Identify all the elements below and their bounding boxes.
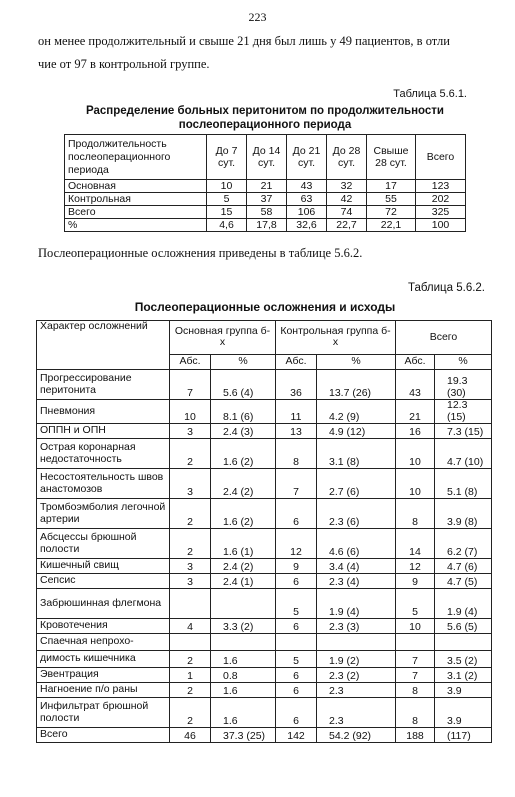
table-cell — [211, 634, 276, 651]
table-row — [37, 634, 492, 651]
table-header-cell: До 28 сут. — [327, 135, 367, 180]
table-cell: 2.3 — [317, 698, 396, 728]
table-cell: 17,8 — [247, 219, 287, 232]
table-header-cell: Свыше 28 сут. — [367, 135, 416, 180]
table-cell: 7.3 (15) — [435, 424, 492, 439]
table-header-cell: Всего — [396, 321, 492, 355]
table-header-cell: Абс. — [276, 354, 317, 369]
table-cell: 1.9 (2) — [317, 651, 396, 668]
table-row — [37, 683, 492, 698]
table-cell: 1.6 (2) — [211, 499, 276, 529]
table-cell: 2.4 (3) — [211, 424, 276, 439]
table-cell: 1.9 (4) — [435, 589, 492, 619]
table-cell — [170, 634, 211, 651]
table-cell: 4.2 (9) — [317, 400, 396, 424]
table-cell: 6 — [276, 683, 317, 698]
table-header-cell: % — [317, 354, 396, 369]
table-cell: 15 — [207, 206, 247, 219]
table-cell: 7 — [396, 651, 435, 668]
table-cell: 5 — [396, 589, 435, 619]
table-header-cell: До 21 сут. — [287, 135, 327, 180]
table-cell: 12 — [396, 559, 435, 574]
table-cell: 3.4 (4) — [317, 559, 396, 574]
table-header-cell: Абс. — [170, 354, 211, 369]
table-cell: 9 — [276, 559, 317, 574]
table-cell: 72 — [367, 206, 416, 219]
table-cell: 3.5 (2) — [435, 651, 492, 668]
table-header-row — [65, 135, 466, 180]
table-cell: 10 — [207, 180, 247, 193]
table-cell — [170, 589, 211, 619]
table-cell: 63 — [287, 193, 327, 206]
table-cell: 1 — [170, 668, 211, 683]
table-cell: 43 — [396, 370, 435, 400]
table-cell: 325 — [416, 206, 466, 219]
table-cell: 42 — [327, 193, 367, 206]
table1-title-line-1: Распределение больных перитонитом по продолжительности — [85, 105, 444, 117]
page-number: 223 — [248, 10, 267, 24]
table-cell: ОППН и ОПН — [37, 424, 170, 439]
table-cell: Основная — [65, 180, 207, 193]
table-cell: 123 — [416, 180, 466, 193]
table-row — [37, 529, 492, 559]
table-cell: Всего — [37, 728, 170, 743]
table-cell — [211, 589, 276, 619]
table-cell: 5.1 (8) — [435, 469, 492, 499]
table-cell: 100 — [416, 219, 466, 232]
table-header-cell: % — [211, 354, 276, 369]
table-cell: 54.2 (92) — [317, 728, 396, 743]
table-cell: 10 — [170, 400, 211, 424]
table-cell: 2.4 (1) — [211, 574, 276, 589]
table-cell: 13.7 (26) — [317, 370, 396, 400]
table-cell — [276, 634, 317, 651]
table-cell: Абсцессы брюшной полости — [37, 529, 170, 559]
table-cell: 4 — [170, 619, 211, 634]
table-cell: 0.8 — [211, 668, 276, 683]
table-header-row — [37, 321, 492, 355]
table-row — [37, 499, 492, 529]
table-cell: 3 — [170, 559, 211, 574]
table-cell: 7 — [276, 469, 317, 499]
table-header-cell: Продолжительность послеоперационного периода — [65, 135, 207, 180]
table-cell: 14 — [396, 529, 435, 559]
table-cell: 58 — [247, 206, 287, 219]
table-cell: Острая коронарная недостаточность — [37, 439, 170, 469]
table-cell: 2.7 (6) — [317, 469, 396, 499]
duration-table — [64, 134, 466, 232]
table-cell: 43 — [287, 180, 327, 193]
table-header-cell: Характер осложнений — [37, 321, 170, 370]
table2-title: Послеоперационные осложнения и исходы — [134, 300, 396, 314]
table-cell: 2.3 — [317, 683, 396, 698]
table-row — [37, 589, 492, 619]
table-cell: 8 — [396, 499, 435, 529]
table-header-cell: Основная группа б-х — [170, 321, 276, 355]
table-cell: 3.1 (8) — [317, 439, 396, 469]
table-cell: 1.6 — [211, 683, 276, 698]
table-cell: 2.4 (2) — [211, 559, 276, 574]
table-cell: 3 — [170, 424, 211, 439]
table-cell: Несостоятельность швов анастомозов — [37, 469, 170, 499]
table-row — [37, 574, 492, 589]
table-cell: димость кишечника — [37, 651, 170, 668]
table-cell: 188 — [396, 728, 435, 743]
table-cell: 106 — [287, 206, 327, 219]
table-row — [37, 698, 492, 728]
table-cell: 10 — [396, 619, 435, 634]
table-cell: 12 — [276, 529, 317, 559]
table-cell: 6 — [276, 698, 317, 728]
table-cell: 4,6 — [207, 219, 247, 232]
table-cell: Пневмония — [37, 400, 170, 424]
table1-title — [70, 104, 460, 132]
table-cell: 3.9 — [435, 683, 492, 698]
table-cell: 21 — [247, 180, 287, 193]
table-header-cell: До 7 сут. — [207, 135, 247, 180]
table-cell: 36 — [276, 370, 317, 400]
table1-caption: Таблица 5.6.1. — [393, 88, 467, 100]
table-row — [37, 559, 492, 574]
table-cell: 1.6 (2) — [211, 439, 276, 469]
table-cell: 19.3 (30) — [435, 370, 492, 400]
table-cell: 1.6 — [211, 698, 276, 728]
table-cell: Кровотечения — [37, 619, 170, 634]
table-cell: 4.6 (6) — [317, 529, 396, 559]
intro-line-2: чие от 97 в контрольной группе. — [38, 57, 210, 71]
table-cell: Инфильтрат брюшной полости — [37, 698, 170, 728]
table-cell: Спаечная непрохо- — [37, 634, 170, 651]
table-cell: % — [65, 219, 207, 232]
table-cell: 142 — [276, 728, 317, 743]
table-cell: 7 — [170, 370, 211, 400]
table-cell: Тромбоэмболия легочной артерии — [37, 499, 170, 529]
table-cell: 6 — [276, 668, 317, 683]
table-row — [65, 219, 466, 232]
table-cell: 3 — [170, 469, 211, 499]
table-cell: 16 — [396, 424, 435, 439]
table-cell: Эвентрация — [37, 668, 170, 683]
table-row — [65, 206, 466, 219]
table-cell: 17 — [367, 180, 416, 193]
intro-paragraph — [38, 30, 493, 76]
table-cell: 2.3 (2) — [317, 668, 396, 683]
table-cell: Нагноение п/о раны — [37, 683, 170, 698]
table-cell: 3 — [170, 574, 211, 589]
table-cell: 3.1 (2) — [435, 668, 492, 683]
table-cell: 21 — [396, 400, 435, 424]
table-cell: 11 — [276, 400, 317, 424]
table-row — [37, 728, 492, 743]
table-header-cell: До 14 сут. — [247, 135, 287, 180]
table-cell: 5 — [276, 651, 317, 668]
intro-line-1: он менее продолжительный и свыше 21 дня был лишь у 49 пациентов, в отли — [38, 34, 450, 48]
table-cell: 6 — [276, 499, 317, 529]
table-cell: 37.3 (25) — [211, 728, 276, 743]
table-cell: 1.6 (1) — [211, 529, 276, 559]
table-row — [37, 439, 492, 469]
table-cell: 202 — [416, 193, 466, 206]
table-cell: 5.6 (4) — [211, 370, 276, 400]
table-cell: Контрольная — [65, 193, 207, 206]
table-cell: Всего — [65, 206, 207, 219]
table-header-cell: Всего — [416, 135, 466, 180]
table-cell: 12.3 (15) — [435, 400, 492, 424]
table-cell: 3.9 — [435, 698, 492, 728]
table-cell: 32,6 — [287, 219, 327, 232]
table-cell — [435, 634, 492, 651]
table-cell: 9 — [396, 574, 435, 589]
table-cell: 4.7 (5) — [435, 574, 492, 589]
table-cell: 37 — [247, 193, 287, 206]
table-cell: 6 — [276, 619, 317, 634]
table-cell: 2 — [170, 439, 211, 469]
table-cell: 5.6 (5) — [435, 619, 492, 634]
table-cell: Сепсис — [37, 574, 170, 589]
table-cell: 8.1 (6) — [211, 400, 276, 424]
table-row — [37, 619, 492, 634]
table-cell: 2 — [170, 698, 211, 728]
table-cell: 6 — [276, 574, 317, 589]
table-cell: 8 — [396, 698, 435, 728]
table-cell: 2 — [170, 651, 211, 668]
table-row — [65, 180, 466, 193]
complications-table — [36, 320, 492, 743]
table-cell: 22,1 — [367, 219, 416, 232]
table-cell: 2.4 (2) — [211, 469, 276, 499]
table-cell: 2.3 (4) — [317, 574, 396, 589]
table-cell: 7 — [396, 668, 435, 683]
table-cell: 10 — [396, 469, 435, 499]
table-cell: Забрюшинная флегмона — [37, 589, 170, 619]
table-cell — [317, 634, 396, 651]
table-cell — [396, 634, 435, 651]
table-cell: 8 — [396, 683, 435, 698]
table-cell: 55 — [367, 193, 416, 206]
table-row — [37, 469, 492, 499]
table-row — [37, 424, 492, 439]
table-cell: 13 — [276, 424, 317, 439]
table-cell: 3.3 (2) — [211, 619, 276, 634]
table-cell: 1.9 (4) — [317, 589, 396, 619]
table-cell: (117) — [435, 728, 492, 743]
table-cell: 2.3 (6) — [317, 499, 396, 529]
table-cell: 74 — [327, 206, 367, 219]
table-cell: Кишечный свищ — [37, 559, 170, 574]
table-row — [65, 193, 466, 206]
table-cell: 5 — [207, 193, 247, 206]
table-header-cell: Абс. — [396, 354, 435, 369]
table-cell: 5 — [276, 589, 317, 619]
table-cell: 4.7 (10) — [435, 439, 492, 469]
table-cell: 22,7 — [327, 219, 367, 232]
table-cell: 4.7 (6) — [435, 559, 492, 574]
table-cell: 2.3 (3) — [317, 619, 396, 634]
table1-title-line-2: послеоперационного периода — [178, 119, 352, 131]
middle-paragraph: Послеоперационные осложнения приведены в таблице 5.6.2. — [38, 246, 363, 260]
table-row — [37, 668, 492, 683]
table-cell: 8 — [276, 439, 317, 469]
table-row — [37, 400, 492, 424]
table-cell: 2 — [170, 499, 211, 529]
table-row — [37, 651, 492, 668]
table-cell: 2 — [170, 683, 211, 698]
table-header-cell: Контрольная группа б-х — [276, 321, 396, 355]
table-cell: Прогрессирование перитонита — [37, 370, 170, 400]
table-cell: 46 — [170, 728, 211, 743]
table-header-cell: % — [435, 354, 492, 369]
table-cell: 1.6 — [211, 651, 276, 668]
table2-caption: Таблица 5.6.2. — [407, 282, 485, 294]
table-cell: 2 — [170, 529, 211, 559]
table-cell: 6.2 (7) — [435, 529, 492, 559]
table-cell: 10 — [396, 439, 435, 469]
table-cell: 3.9 (8) — [435, 499, 492, 529]
table-cell: 4.9 (12) — [317, 424, 396, 439]
table-cell: 32 — [327, 180, 367, 193]
table-row — [37, 370, 492, 400]
